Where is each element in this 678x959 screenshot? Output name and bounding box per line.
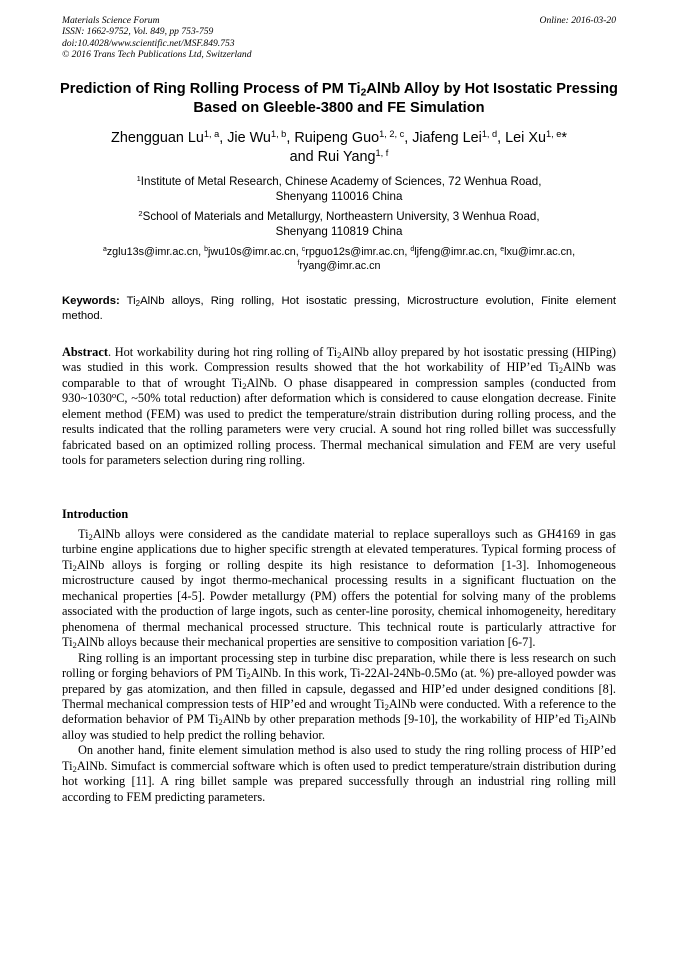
copyright-line: © 2016 Trans Tech Publications Ltd, Switzerland <box>62 49 252 61</box>
paragraph: Ring rolling is an important processing step in turbine disc preparation, while there is less research on such rolling or forging behaviors of PM $Ti_2AlNb$. In this work, Ti-22Al-24Nb-0.5Mo (at. %) pre-alloyed powder was prepared by gas atomization, and then filled in capsule, degassed and HIP’ed under designed conditions [8]. Thermal mechanical compression tests of HIP’ed and wrought $Ti_2AlNb$ were conducted. With a reference to the deformation behavior of PM $Ti_2AlNb$ by other preparation methods [9-10], the workability of HIP’ed $Ti_2AlNb$ alloy was studied to help predict the rolling behavior. <box>62 650 616 742</box>
affiliation: $^1$Institute of Metal Research, Chinese Academy of Sciences, 72 Wenhua Road, Shenyang 110016 China <box>136 174 542 204</box>
keywords: Keywords: $Ti_2AlNb$ alloys, Ring rolling, Hot isostatic pressing, Microstructure evolution, Finite element method. <box>62 295 616 323</box>
author: Jiafeng Lei$^{1, d}$, <box>412 128 506 146</box>
author-list <box>50 129 628 167</box>
email-item: $^d$ljfeng@imr.ac.cn <box>410 246 495 258</box>
paper-title: Prediction of Ring Rolling Process of PM $Ti_2AlNb$ Alloy by Hot Isostatic Pressing Based on Gleeble-3800 and FE Simulation <box>60 81 618 116</box>
abstract-label: Abstract <box>62 345 108 359</box>
email-item: $^b$jwu10s@imr.ac.cn <box>204 246 296 258</box>
doi-line: doi:10.4028/www.scientific.net/MSF.849.753 <box>62 37 235 49</box>
abstract: Abstract. Hot workability during hot ring rolling of $Ti_2AlNb$ alloy prepared by hot isostatic pressing (HIPing) was studied in this work. Compression results showed that the hot workability of HIP’ed $Ti_2AlNb$ was comparable to that of wrought $Ti_2AlNb$. O phase disappeared in compression samples (conducted from 930~1030$^o$C, ~50% total reduction) after deformation which is considered to cause elongation decrease. Finite element method (FEM) was used to predict the temperature/strain distribution during rolling process, and the results indicated that the rolling parameters were very crucial. A sound hot ring rolled billet was successfully fabricated based on an optimized rolling process. Thermal mechanical simulation and FEM are very useful tools for parameters selection during ring rolling. <box>62 345 616 468</box>
issn-line: ISSN: 1662-9752, Vol. 849, pp 753-759 <box>62 26 214 38</box>
paragraph: On another hand, finite element simulation method is also used to study the ring rolling process of HIP’ed $Ti_2AlNb$. Simufact is commercial software which is often used to predict temperature/strain distribution during hot working [11]. A ring billet sample was prepared successfully through an industrial ring rolling mill according to FEM predicting parameters. <box>62 743 616 804</box>
email-item: $^a$zglu13s@imr.ac.cn <box>102 246 199 258</box>
keywords-label: Keywords: <box>62 295 120 307</box>
email-item: $^e$lxu@imr.ac.cn <box>500 246 573 258</box>
author: Lei Xu$^{1, e}$* <box>505 128 567 146</box>
corresponding-star: * <box>561 130 567 146</box>
email-item: $^f$ryang@imr.ac.cn <box>297 260 381 273</box>
affiliation: $^2$School of Materials and Metallurgy, Northeastern University, 3 Wenhua Road, Shenyang 110819 China <box>138 209 540 239</box>
email-item: $^c$rpguo12s@imr.ac.cn <box>301 246 405 258</box>
journal-name: Materials Science Forum <box>62 15 160 26</box>
introduction-body <box>62 527 616 805</box>
section-heading-introduction: Introduction <box>62 507 129 521</box>
online-date: Online: 2016-03-20 <box>539 15 616 26</box>
paragraph: $Ti_2AlNb$ alloys were considered as the candidate material to replace superalloys such as GH4169 in gas turbine engine applications due to higher specific strength at elevated temperatures. Typical forming process of $Ti_2AlNb$ alloys is forging or rolling despite its high resistance to deformation [1-3]. Inhomogeneous microstructure caused by ingot thermo-mechanical processing results in a significant fluctuation on the mechanical properties [4-5]. Powder metallurgy (PM) offers the potential for solving many of the problems associated with the production of large ingots, such as center-line porosity, chemical inhomogeneity, hereditary phenomena of thermal mechanical processed structure. This technical route is particularly attractive for $Ti_2AlNb$ alloys because their mechanical properties are sensitive to composition variation [6-7]. <box>62 527 616 651</box>
author: Jie Wu$^{1, b}$, <box>227 128 295 146</box>
author: and Rui Yang$^{1, f}$ <box>289 147 389 165</box>
email-list: $^a$zglu13s@imr.ac.cn, $^b$jwu10s@imr.ac.cn, $^c$rpguo12s@imr.ac.cn, $^d$ljfeng@imr.ac.cn, $^e$lxu@imr.ac.cn, $^f$ryang@imr.ac.cn <box>102 246 576 273</box>
author: Ruipeng Guo$^{1, 2, c}$, <box>294 128 413 146</box>
author: Zhengguan Lu$^{1, a}$, <box>111 128 228 146</box>
journal-header <box>62 15 252 61</box>
